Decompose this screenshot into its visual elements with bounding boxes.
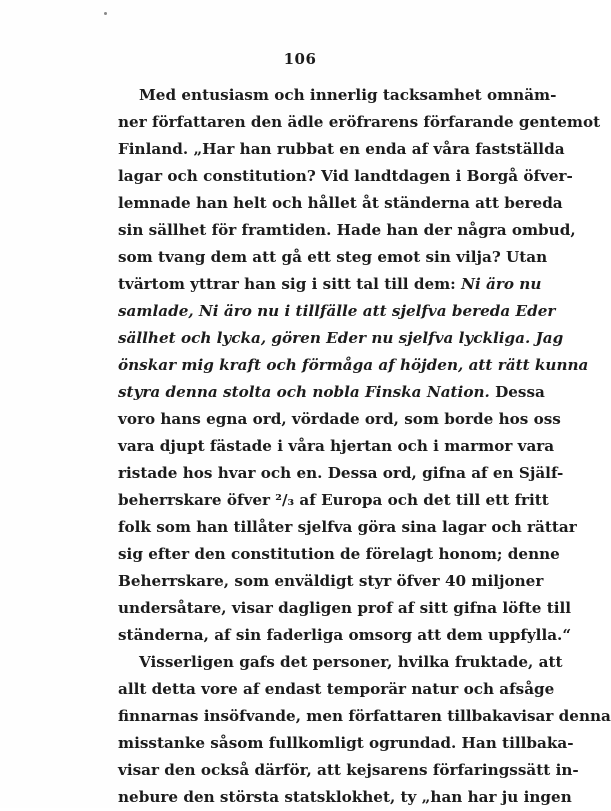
text-segment: tvärtom yttrar han sig i sitt tal till dem:: [118, 275, 462, 293]
text-line: [118, 163, 573, 190]
text-line: [118, 325, 564, 352]
italic-segment: Ni äro nu: [461, 275, 542, 293]
text-line: [118, 676, 555, 703]
text-line: [118, 190, 563, 217]
text-line: [118, 352, 589, 379]
text-line: [118, 136, 565, 163]
text-line: [118, 649, 563, 676]
italic-segment: styra denna stolta och nobla Finska Nation.: [118, 383, 490, 401]
text-segment: finnarnas insöfvande, men författaren tillbakavisar denna: [118, 707, 611, 725]
text-line: [118, 406, 561, 433]
text-line: [118, 82, 557, 109]
text-segment: ner författaren den ädle eröfrarens förfarande gentemot: [118, 113, 601, 131]
text-segment: folk som han tillåter sjelfva göra sina lagar och rättar: [118, 518, 577, 536]
text-line: [118, 217, 576, 244]
text-line: [118, 460, 564, 487]
text-line: [118, 595, 572, 622]
text-segment: voro hans egna ord, vördade ord, som borde hos oss: [118, 410, 561, 428]
text-line: [118, 541, 560, 568]
text-segment: som tvang dem att gå ett steg emot sin vilja? Utan: [118, 248, 548, 266]
text-segment: undersåtare, visar dagligen prof af sitt gifna löfte till: [118, 599, 572, 617]
text-segment: lemnade han helt och hållet åt ständerna att bereda: [118, 194, 563, 212]
text-line: [118, 757, 579, 784]
italic-segment: önskar mig kraft och förmåga af höjden, att rätt kunna: [118, 356, 589, 374]
text-segment: vara djupt fästade i våra hjertan och i marmor vara: [118, 437, 555, 455]
text-segment: Visserligen gafs det personer, hvilka fruktade, att: [139, 653, 563, 671]
text-line: [118, 298, 556, 325]
text-segment: sig efter den constitution de förelagt honom; denne: [118, 545, 560, 563]
text-segment: beherrskare öfver ²/₃ af Europa och det till ett fritt: [118, 491, 549, 509]
text-line: [118, 730, 574, 757]
italic-segment: samlade, Ni äro nu i tillfälle att sjelfva bereda Eder: [118, 302, 556, 320]
text-line: [118, 568, 544, 595]
text-segment: Dessa: [489, 383, 545, 401]
text-segment: Beherrskare, som enväldigt styr öfver 40 miljoner: [118, 572, 544, 590]
text-line: [118, 784, 572, 811]
body-text: [118, 82, 611, 811]
text-line: [118, 379, 545, 406]
text-segment: Med entusiasm och innerlig tacksamhet omnäm-: [139, 86, 557, 104]
text-line: [118, 703, 611, 730]
text-line: [118, 514, 577, 541]
text-segment: allt detta vore af endast temporär natur och afsåge: [118, 680, 555, 698]
italic-segment: sällhet och lycka, gören Eder nu sjelfva lyckliga. Jag: [118, 329, 564, 347]
text-segment: ristade hos hvar och en. Dessa ord, gifna af en Själf-: [118, 464, 564, 482]
text-line: [118, 433, 555, 460]
text-segment: nebure den största statsklokhet, ty „han har ju ingen: [118, 788, 572, 806]
text-segment: ständerna, af sin faderliga omsorg att dem uppfylla.“: [118, 626, 572, 644]
text-segment: sin sällhet för framtiden. Hade han der några ombud,: [118, 221, 576, 239]
text-line: [118, 487, 549, 514]
page-number: 106: [283, 50, 317, 68]
text-line: [118, 622, 572, 649]
text-segment: misstanke såsom fullkomligt ogrundad. Han tillbaka-: [118, 734, 574, 752]
text-segment: visar den också därför, att kejsarens förfaringssätt in-: [118, 761, 579, 779]
text-segment: lagar och constitution? Vid landtdagen i Borgå öfver-: [118, 167, 573, 185]
text-line: [118, 244, 548, 271]
text-segment: Finland. „Har han rubbat en enda af våra fastställda: [118, 140, 565, 158]
paper-speck: [104, 12, 107, 15]
text-line: [118, 109, 601, 136]
text-line: [118, 271, 542, 298]
